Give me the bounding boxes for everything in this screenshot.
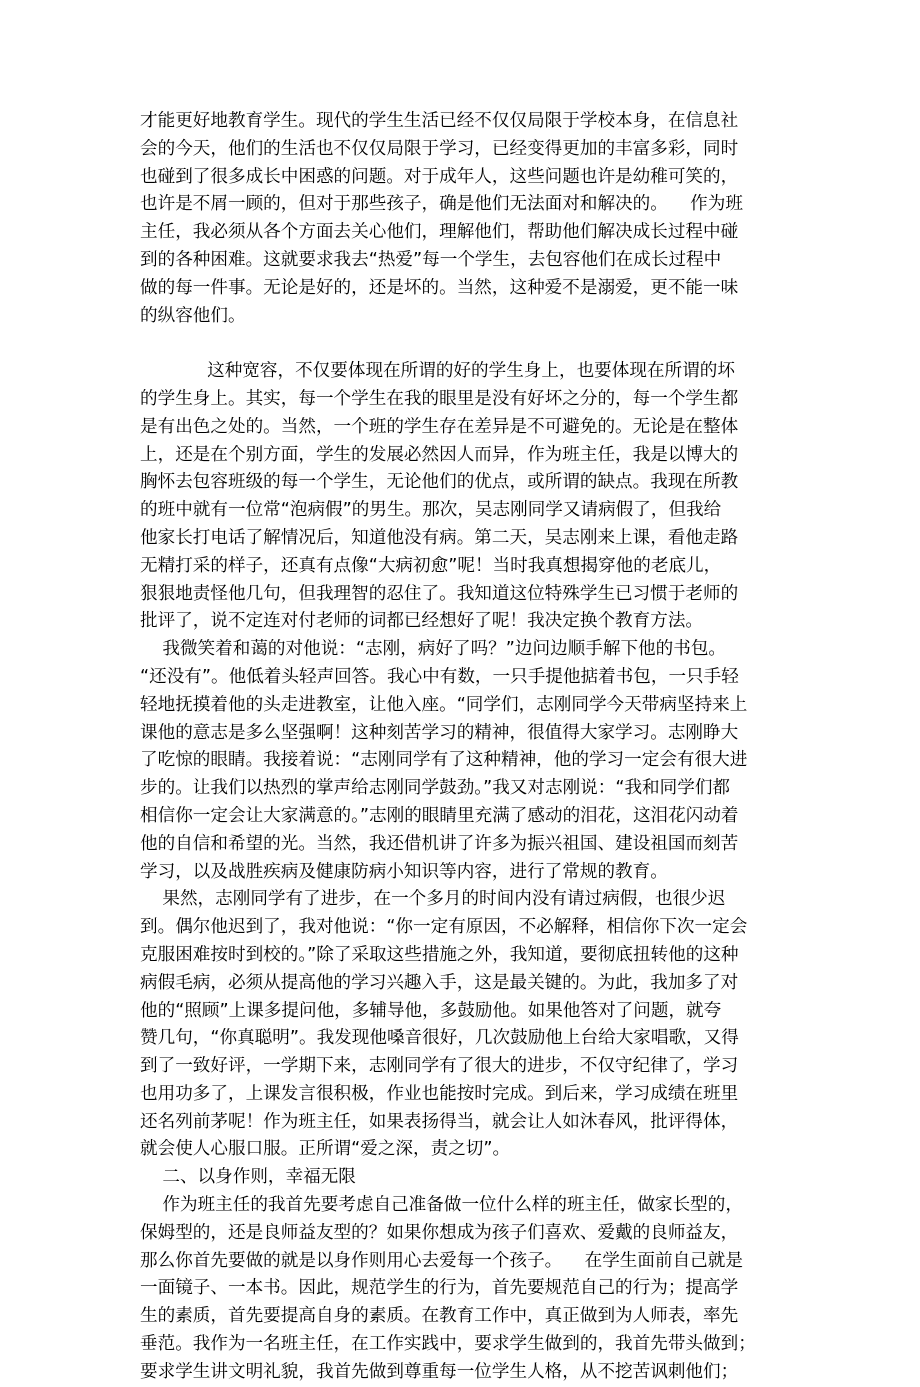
text-line: 的纵容他们。 [140, 305, 246, 326]
text-line: 还名列前茅呢！作为班主任，如果表扬得当，就会让人如沐春风，批评得体， [140, 1111, 739, 1132]
text-line: 他家长打电话了解情况后，知道他没有病。第二天，吴志刚来上课，看他走路 [140, 527, 739, 548]
text-line: 相信你一定会让大家满意的。”志刚的眼睛里充满了感动的泪花，这泪花闪动着 [140, 805, 739, 826]
text-line: 要求学生讲文明礼貌，我首先做到尊重每一位学生人格，从不挖苦讽刺他们； [140, 1361, 739, 1382]
text-line: 果然，志刚同学有了进步，在一个多月的时间内没有请过病假，也很少迟 [140, 889, 726, 910]
text-line: 无精打采的样子，还真有点像“大病初愈”呢！当时我真想揭穿他的老底儿， [140, 555, 722, 576]
text-line: 批评了，说不定连对付老师的词都已经想好了呢！我决定换个教育方法。 [140, 611, 704, 632]
text-line: 作为班主任的我首先要考虑自己准备做一位什么样的班主任，做家长型的， [140, 1195, 743, 1216]
text-line: “还没有”。他低着头轻声回答。我心中有数，一只手提他掂着书包，一只手轻 [140, 666, 739, 687]
text-line: 会的今天，他们的生活也不仅仅局限于学习，已经变得更加的丰富多彩，同时 [140, 138, 739, 159]
paragraph [140, 108, 785, 330]
text-line: 学习，以及战胜疾病及健康防病小知识等内容，进行了常规的教育。 [140, 861, 668, 882]
text-line: 赞几句，“你真聪明”。我发现他嗓音很好，几次鼓励他上台给大家唱歌，又得 [140, 1028, 739, 1049]
text-line: 保姆型的，还是良师益友型的？如果你想成为孩子们喜欢、爱戴的良师益友， [140, 1222, 739, 1243]
text-line: 一面镜子、一本书。因此，规范学生的行为，首先要规范自己的行为；提高学 [140, 1278, 739, 1299]
document-body [140, 108, 785, 1387]
paragraph-gap [140, 330, 785, 358]
text-line: 这种宽容，不仅要体现在所谓的好的学生身上，也要体现在所谓的坏 [140, 361, 735, 382]
text-line: 做的每一件事。无论是好的，还是坏的。当然，这种爱不是溺爱，更不能一味 [140, 277, 739, 298]
paragraph [140, 1164, 785, 1192]
text-line: 也用功多了，上课发言很积极，作业也能按时完成。到后来，学习成绩在班里 [140, 1083, 739, 1104]
text-line: 的班中就有一位常“泡病假”的男生。那次，吴志刚同学又请病假了，但我给 [140, 500, 722, 521]
paragraph [140, 358, 785, 636]
paragraph [140, 636, 785, 886]
text-line: 的学生身上。其实，每一个学生在我的眼里是没有好坏之分的，每一个学生都 [140, 388, 739, 409]
text-line: 我微笑着和蔼的对他说：“志刚，病好了吗？”边问边顺手解下他的书包。 [140, 639, 727, 660]
text-line: 二、以身作则，幸福无限 [140, 1167, 356, 1188]
text-line: 步的。让我们以热烈的掌声给志刚同学鼓劲。”我又对志刚说：“我和同学们都 [140, 778, 731, 799]
text-line: 也碰到了很多成长中困惑的问题。对于成年人，这些问题也许是幼稚可笑的， [140, 166, 739, 187]
text-line: 胸怀去包容班级的每一个学生，无论他们的优点，或所谓的缺点。我现在所教 [140, 472, 739, 493]
text-line: 就会使人心服口服。正所谓“爱之深，责之切”。 [140, 1139, 511, 1160]
text-line: 主任，我必须从各个方面去关心他们，理解他们，帮助他们解决成长过程中碰 [140, 222, 739, 243]
text-line: 垂范。我作为一名班主任，在工作实践中，要求学生做到的，我首先带头做到； [140, 1334, 756, 1355]
text-line: 到的各种困难。这就要求我去“热爱”每一个学生，去包容他们在成长过程中 [140, 249, 722, 270]
text-line: 克服困难按时到校的。”除了采取这些措施之外，我知道，要彻底扭转他的这种 [140, 944, 739, 965]
paragraph [140, 886, 785, 1164]
text-line: 生的素质，首先要提高自身的素质。在教育工作中，真正做到为人师表，率先 [140, 1306, 739, 1327]
paragraph [140, 1192, 785, 1387]
text-line: 到。偶尔他迟到了，我对他说：“你一定有原因，不必解释，相信你下次一定会 [140, 917, 748, 938]
text-line: 是有出色之处的。当然，一个班的学生存在差异是不可避免的。无论是在整体 [140, 416, 739, 437]
text-line: 才能更好地教育学生。现代的学生生活已经不仅仅局限于学校本身，在信息社 [140, 111, 739, 131]
text-line: 那么你首先要做的就是以身作则用心去爱每一个孩子。 在学生面前自己就是 [140, 1250, 743, 1271]
text-line: 病假毛病，必须从提高他的学习兴趣入手，这是最关键的。为此，我加多了对 [140, 972, 739, 993]
text-line: 也许是不屑一顾的，但对于那些孩子，确是他们无法面对和解决的。 作为班 [140, 194, 743, 215]
text-line: 轻地抚摸着他的头走进教室，让他入座。“同学们，志刚同学今天带病坚持来上 [140, 694, 748, 715]
text-line: 狠狠地责怪他几句，但我理智的忍住了。我知道这位特殊学生已习惯于老师的 [140, 583, 739, 604]
text-line: 他的“照顾”上课多提问他，多辅导他，多鼓励他。如果他答对了问题，就夸 [140, 1000, 722, 1021]
text-line: 他的自信和希望的光。当然，我还借机讲了许多为振兴祖国、建设祖国而刻苦 [140, 833, 739, 854]
text-line: 了吃惊的眼睛。我接着说：“志刚同学有了这种精神，他的学习一定会有很大进 [140, 750, 748, 771]
text-line: 课他的意志是多么坚强啊！这种刻苦学习的精神，很值得大家学习。志刚睁大 [140, 722, 739, 743]
text-line: 到了一致好评，一学期下来，志刚同学有了很大的进步，不仅守纪律了，学习 [140, 1056, 739, 1077]
text-line: 上，还是在个别方面，学生的发展必然因人而异，作为班主任，我是以博大的 [140, 444, 739, 465]
